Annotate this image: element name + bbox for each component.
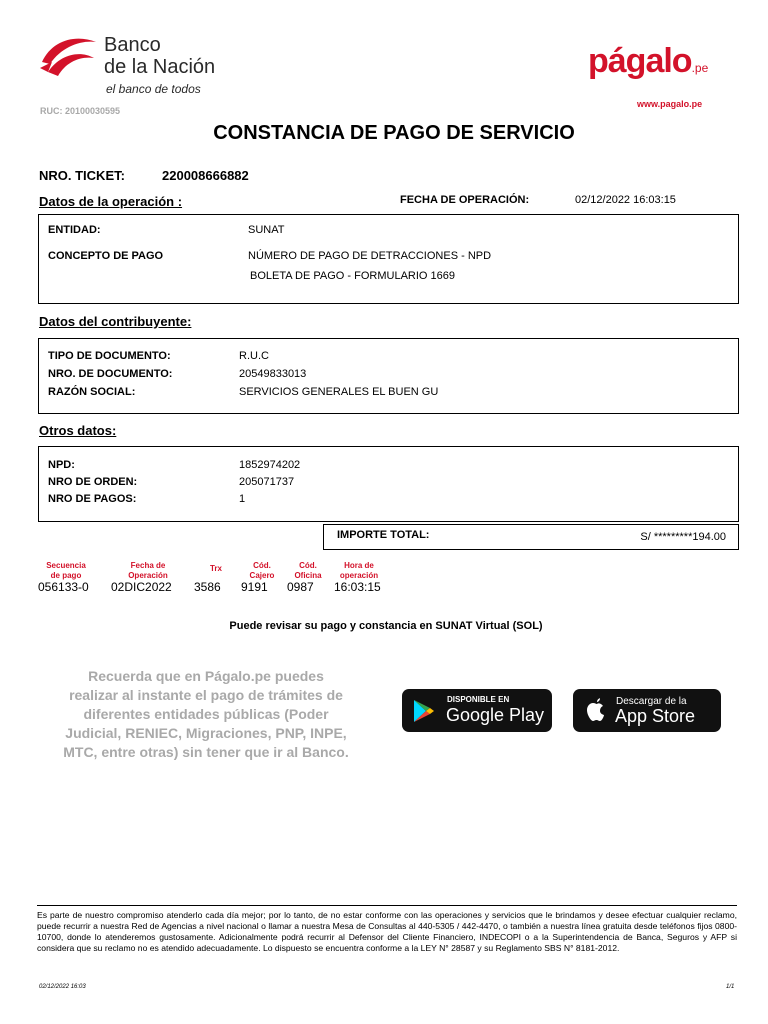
ops-table	[36, 561, 396, 597]
promo-line: realizar al instante el pago de trámites de	[69, 687, 343, 703]
npd-value: 1852974202	[239, 459, 301, 471]
ops-header-trx: Trx	[209, 564, 222, 573]
total-box	[323, 524, 739, 550]
ops-header-cashier: Cód. Cajero	[249, 561, 275, 580]
app-store-button[interactable]	[573, 689, 721, 732]
ops-value-date: 02DIC2022	[111, 580, 172, 594]
pagalo-brand: págalo	[588, 42, 692, 80]
operation-box	[38, 214, 739, 304]
bank-logo	[38, 32, 238, 100]
footer-divider	[37, 905, 737, 906]
bank-name-line1: Banco	[104, 34, 161, 56]
taxpayer-heading: Datos del contribuyente:	[39, 314, 192, 329]
ops-value-cashier: 9191	[241, 580, 268, 594]
footer-page-number: 1/1	[726, 984, 735, 990]
bank-logo-icon	[38, 32, 100, 80]
payments-value: 1	[239, 493, 246, 505]
concept-line1: NÚMERO DE PAGO DE DETRACCIONES - NPD	[248, 250, 492, 262]
ops-value-trx: 3586	[194, 580, 221, 594]
google-play-label: Google Play	[446, 705, 545, 725]
order-value: 205071737	[239, 476, 295, 488]
bank-name-line2: de la Nación	[104, 56, 216, 78]
promo-line: MTC, entre otras) sin tener que ir al Banco.	[63, 744, 349, 760]
order-label: NRO DE ORDEN:	[48, 476, 138, 488]
footer-legal-text: Es parte de nuestro compromiso atenderlo cada día mejor; por lo tanto, de no estar conforme con las operaciones y servicios que le brindamos y desee efectuar cualquier reclamo, puede recurrir a nuestra Red de Agencias a nivel nacional o llamar a nuestra Mesa de Consultas al 440-5305 / 442-4470, o también a nuestra línea gratuita desde teléfonos fijos 0800-10700, donde lo atenderemos gustosamente. Adicionalmente podrá recurrir al Defensor del Cliente Financiero, INDECOPI o a la Superintendencia de Banca, Seguros y AFP si considera que su reclamo no es atendido adecuadamente. Lo dispuesto se encuentra conforme a la LEY N° 28587 y su Reglamento SBS N° 8181-2012.	[37, 910, 737, 953]
other-box	[38, 446, 739, 522]
promo-line: Judicial, RENIEC, Migraciones, PNP, INPE,	[65, 725, 347, 741]
npd-label: NPD:	[48, 459, 75, 471]
company-label: RAZÓN SOCIAL:	[48, 386, 136, 398]
total-label: IMPORTE TOTAL:	[337, 529, 430, 541]
operation-date-value: 02/12/2022 16:03:15	[575, 194, 676, 206]
payments-label: NRO DE PAGOS:	[48, 493, 137, 505]
bank-slogan: el banco de todos	[106, 82, 201, 96]
company-value: SERVICIOS GENERALES EL BUEN GU	[239, 386, 439, 398]
total-value: S/ *********194.00	[640, 531, 726, 543]
operation-date-label: FECHA DE OPERACIÓN:	[400, 194, 530, 206]
operation-heading: Datos de la operación :	[39, 194, 183, 209]
doc-number-label: NRO. DE DOCUMENTO:	[48, 368, 173, 380]
ops-header-sequence: Secuencia de pago	[46, 561, 86, 580]
ops-header-time: Hora de operación	[339, 561, 379, 580]
ops-value-office: 0987	[287, 580, 314, 594]
doc-type-value: R.U.C	[239, 350, 269, 362]
ticket-label: NRO. TICKET:	[39, 168, 125, 183]
apple-icon	[585, 698, 605, 722]
entity-label: ENTIDAD:	[48, 224, 101, 236]
app-store-label: App Store	[615, 706, 696, 726]
taxpayer-box	[38, 338, 739, 414]
pagalo-url: www.pagalo.pe	[637, 99, 703, 109]
pagalo-suffix: .pe	[691, 61, 709, 75]
concept-label: CONCEPTO DE PAGO	[48, 250, 164, 262]
google-play-icon	[413, 699, 435, 723]
ops-header-date: Fecha de Operación	[128, 561, 168, 580]
sunat-notice: Puede revisar su pago y constancia en SUNAT Virtual (SOL)	[229, 620, 543, 632]
doc-number-value: 20549833013	[239, 368, 307, 380]
google-play-button[interactable]	[402, 689, 552, 732]
google-play-small: DISPONIBLE EN	[447, 695, 510, 704]
entity-value: SUNAT	[248, 224, 285, 236]
page-title: CONSTANCIA DE PAGO DE SERVICIO	[213, 122, 575, 144]
concept-line2: BOLETA DE PAGO - FORMULARIO 1669	[250, 270, 455, 282]
other-heading: Otros datos:	[39, 423, 117, 438]
app-store-small: Descargar de la	[616, 696, 687, 707]
promo-line: diferentes entidades públicas (Poder	[83, 706, 329, 722]
footer-timestamp: 02/12/2022 16:03	[39, 984, 86, 990]
doc-type-label: TIPO DE DOCUMENTO:	[48, 350, 171, 362]
ops-value-time: 16:03:15	[334, 580, 381, 594]
ticket-value: 220008666882	[162, 168, 249, 183]
ops-value-sequence: 056133-0	[38, 580, 89, 594]
ops-header-office: Cód. Oficina	[294, 561, 322, 580]
pagalo-logo	[588, 42, 728, 90]
promo-text	[36, 667, 376, 762]
ruc-number: RUC: 20100030595	[40, 106, 121, 116]
promo-line: Recuerda que en Págalo.pe puedes	[88, 668, 324, 684]
